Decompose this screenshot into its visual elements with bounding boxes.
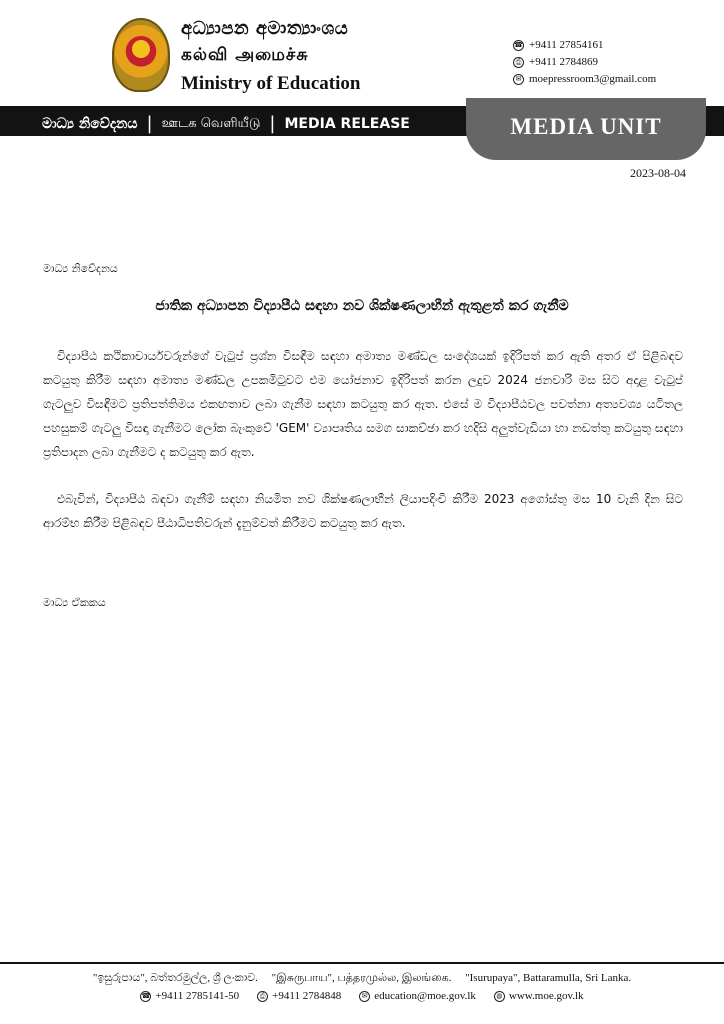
footer-phone-text: +9411 2785141-50 [155,990,240,1002]
footer-fax-text: +9411 2784848 [272,990,342,1002]
header-fax [513,54,656,71]
footer-phone [140,990,239,1002]
emblem-logo [112,18,170,92]
footer-address: "ඉසුරුපාය", බත්තරමුල්ල, ශ්‍රී ලංකාව. "இசுருபாய", பத்தரமுல்ல, இலங்கை. "Isurupaya", Battaramulla, Sri Lanka. [92,972,632,984]
bar-labels [42,113,410,134]
ministry-name-sinhala: අධ්‍යාපන අමාත්‍යාංශය [181,18,349,39]
phone-icon: ☎ [141,991,151,1000]
ministry-name-english: Ministry of Education [181,73,361,94]
release-label: මාධ්‍ය නිවේදනය [43,262,118,275]
paragraph-1: විද්‍යාපීඨ කථිකාචාර්යවරුන්ගේ වැටුප් ප්‍රශ්න විසඳීම සඳහා අමාත්‍ය මණ්ඩල සංදේශයක් ඉදිරිපත් කර ඇති අතර ඒ පිළිබඳව කටයුතු කිරීම සඳහා අමාත්‍ය මණ්ඩල උපකමිටුවට එම යෝජනාව ඉදිරිපත් කරන ලදුව 2024 ජනවාරි මස සිට අදාළ වැටුප් ගැටලුව විසඳීමට ප්‍රතිපත්තිමය එකඟතාව ලබා ගැනීම සඳහා කටයුතු කර ඇත. එසේ ම විද්‍යාපීඨවල පවත්නා අත්‍යවශ්‍ය යටිතල පහසුකම් ගැටලු විසඳා ගැනීමට ලෝක බැංකුවේ 'GEM' ව්‍යාපෘතිය සමග සාකච්ඡා කර හදිසි අලුත්වැඩියා හා නඩත්තු කටයුතු සඳහා ප්‍රතිපාදන ලබා ගැනීමට ද කටයුතු කර ඇත. [43,349,683,459]
bar-label-english: MEDIA RELEASE [284,115,410,132]
header-phone-text: +9411 27854161 [529,39,604,51]
globe-icon: ◍ [494,991,505,1002]
paragraph-2: එබැවින්, විද්‍යාපීඨ බඳවා ගැනීම් සඳහා නියමිත නව ශික්ෂණලාභීන් ලියාපදිංචි කිරීම 2023 අගෝස්තු මස 10 වැනි දින සිට ආරම්භ කිරීම පිළිබඳව පීඨාධිපතිවරුන් දැනුම්වත් කිරීමට කටයුතු කර ඇත. [43,492,683,530]
header-contacts [513,37,656,88]
letterhead [0,0,724,100]
bar-label-tamil: ஊடக வெளியீடு [161,115,261,131]
footer-fax [257,990,341,1002]
email-icon: ✉ [359,991,370,1002]
signoff: මාධ්‍ය ඒකකය [43,596,106,609]
bar-separator: | [146,113,153,134]
media-unit-tab: MEDIA UNIT [466,98,706,160]
release-date: 2023-08-04 [630,166,686,180]
header-email-text: moepressroom3@gmail.com [529,73,657,85]
bar-label-sinhala: මාධ්‍ය නිවේදනය [42,115,138,132]
release-title: ජාතික අධ්‍යාපන විද්‍යාපීඨ සඳහා නව ශික්ෂණලාභීන් ඇතුළත් කර ගැනීම [155,298,569,314]
email-icon: ✉ [513,74,524,85]
footer-email[interactable] [359,990,476,1002]
bar-separator: | [269,113,276,134]
footer-website[interactable] [494,990,584,1002]
fax-icon: ⎙ [257,991,268,1002]
header-email [513,71,656,88]
header-phone [513,37,656,54]
phone-icon: ☎ [514,41,523,49]
footer-email-text[interactable]: education@moe.gov.lk [374,990,476,1002]
ministry-name-tamil: கல்வி அமைச்சு [181,45,309,65]
fax-icon: ⎙ [513,57,524,68]
footer-divider [0,962,724,964]
footer-contacts [0,990,724,1002]
header-fax-text: +9411 2784869 [529,56,599,68]
footer-website-text[interactable]: www.moe.gov.lk [508,990,584,1002]
